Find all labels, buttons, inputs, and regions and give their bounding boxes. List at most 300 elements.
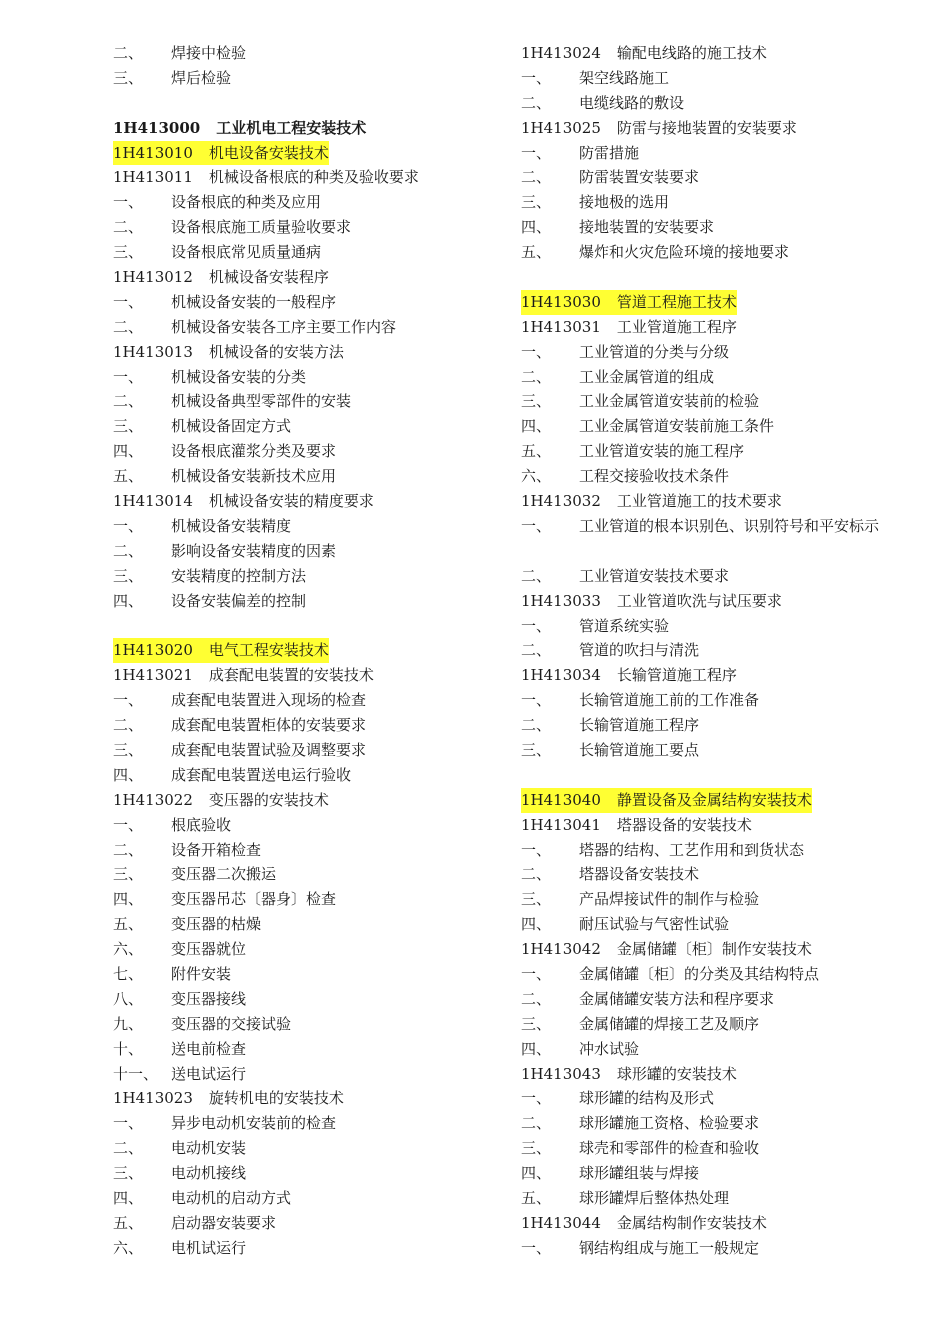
item-text: 接地极的选用 [579, 193, 670, 212]
section-heading [113, 141, 503, 166]
list-item [521, 91, 901, 116]
item-number: 二、 [113, 1139, 144, 1158]
blank-line [521, 265, 901, 290]
item-number: 一、 [521, 964, 552, 983]
item-number: 一、 [521, 1089, 552, 1108]
heading-text [521, 489, 782, 514]
item-number: 四、 [521, 417, 552, 436]
section-code: 1H413000 [113, 118, 201, 137]
item-text: 附件安装 [171, 964, 232, 983]
section-code: 1H413014 [113, 492, 193, 511]
item-text: 架空线路施工 [579, 68, 670, 87]
item-number: 四、 [113, 765, 144, 784]
list-item [113, 389, 503, 414]
item-text: 影响设备安装精度的因素 [171, 541, 337, 560]
list-item [113, 215, 503, 240]
item-text: 异步电动机安装前的检查 [171, 1114, 337, 1133]
item-text: 变压器的枯燥 [171, 915, 262, 934]
section-code: 1H413043 [521, 1064, 601, 1083]
section-title: 机械设备安装程序 [208, 268, 329, 287]
item-text: 工业管道的分类与分级 [579, 342, 730, 361]
list-item [521, 638, 901, 663]
list-item [113, 912, 503, 937]
item-text: 产品焊接试件的制作与检验 [579, 890, 760, 909]
item-text: 电缆线路的敷设 [579, 93, 685, 112]
item-number: 四、 [521, 915, 552, 934]
subsection-heading [521, 489, 901, 514]
list-item [113, 414, 503, 439]
list-item [113, 688, 503, 713]
item-text: 电动机接线 [171, 1164, 247, 1183]
section-title: 金属储罐〔柜〕制作安装技术 [616, 940, 812, 959]
item-number: 八、 [113, 989, 144, 1008]
section-code: 1H413013 [113, 342, 193, 361]
item-number: 二、 [113, 716, 144, 735]
item-text: 工业金属管道安装前施工条件 [579, 417, 775, 436]
heading-text [521, 41, 767, 66]
item-text: 变压器的交接试验 [171, 1014, 292, 1033]
item-text: 机械设备安装精度 [171, 516, 292, 535]
item-number: 一、 [113, 815, 144, 834]
item-number: 三、 [113, 865, 144, 884]
item-text: 管道系统实验 [579, 616, 670, 635]
item-number: 一、 [113, 516, 144, 535]
item-number: 一、 [113, 1114, 144, 1133]
item-text: 金属储罐的焊接工艺及顺序 [579, 1014, 760, 1033]
section-title: 机械设备安装的精度要求 [208, 492, 374, 511]
section-title: 防雷与接地装置的安装要求 [616, 118, 797, 137]
section-code: 1H413021 [113, 666, 193, 685]
section-title: 工业管道施工的技术要求 [616, 492, 782, 511]
list-item [521, 1161, 901, 1186]
item-text: 安装精度的控制方法 [171, 566, 307, 585]
item-text: 设备安装偏差的控制 [171, 591, 307, 610]
item-text: 设备开箱检查 [171, 840, 262, 859]
item-text: 设备根底灌浆分类及要求 [171, 442, 337, 461]
item-text: 电动机安装 [171, 1139, 247, 1158]
item-text: 焊后检验 [171, 68, 232, 87]
list-item [521, 862, 901, 887]
section-title: 成套配电装置的安装技术 [208, 666, 374, 685]
item-text: 机械设备安装各工序主要工作内容 [171, 317, 397, 336]
section-code: 1H413012 [113, 268, 193, 287]
heading-text [521, 788, 812, 813]
list-item [521, 365, 901, 390]
list-item [113, 887, 503, 912]
item-number: 一、 [521, 616, 552, 635]
item-number: 一、 [521, 342, 552, 361]
item-number: 四、 [113, 1188, 144, 1207]
item-text: 变压器吊芯〔器身〕检查 [171, 890, 337, 909]
list-item [521, 464, 901, 489]
list-item [521, 165, 901, 190]
list-item [521, 1236, 901, 1261]
section-title: 输配电线路的施工技术 [616, 44, 767, 62]
item-text: 成套配电装置进入现场的检查 [171, 691, 367, 710]
item-text: 钢结构组成与施工一般规定 [579, 1238, 760, 1257]
section-title: 变压器的安装技术 [208, 790, 329, 809]
section-title: 机电设备安装技术 [208, 143, 329, 162]
item-number: 一、 [521, 1238, 552, 1257]
section-title: 静置设备及金属结构安装技术 [616, 790, 812, 809]
item-text: 变压器就位 [171, 940, 247, 959]
item-text: 球形罐施工资格、检验要求 [579, 1114, 760, 1133]
item-number: 三、 [521, 193, 552, 212]
section-code: 1H413041 [521, 815, 601, 834]
item-number: 三、 [113, 243, 144, 262]
item-number: 四、 [113, 890, 144, 909]
item-number: 一、 [113, 292, 144, 311]
item-text: 冲水试验 [579, 1039, 640, 1058]
subsection-heading [521, 813, 901, 838]
list-item [521, 713, 901, 738]
list-item [113, 838, 503, 863]
section-title: 工业机电工程安装技术 [216, 118, 367, 137]
section-title: 电气工程安装技术 [208, 641, 329, 660]
item-text: 防雷装置安装要求 [579, 168, 700, 187]
subsection-heading [521, 315, 901, 340]
section-code: 1H413024 [521, 44, 601, 62]
item-number: 五、 [113, 1213, 144, 1232]
section-code: 1H413044 [521, 1213, 601, 1232]
section-code: 1H413020 [113, 641, 193, 660]
list-item [521, 564, 901, 589]
section-code: 1H413031 [521, 317, 601, 336]
subsection-heading [521, 116, 901, 141]
list-item [113, 1186, 503, 1211]
section-code: 1H413023 [113, 1089, 193, 1108]
item-number: 二、 [521, 168, 552, 187]
item-text: 电机试运行 [171, 1238, 247, 1257]
item-number: 五、 [113, 467, 144, 486]
list-item [521, 1037, 901, 1062]
item-text: 工业管道安装的施工程序 [579, 442, 745, 461]
item-text: 机械设备典型零部件的安装 [171, 392, 352, 411]
item-number: 二、 [113, 218, 144, 237]
list-item [521, 1186, 901, 1211]
subsection-heading [113, 340, 503, 365]
heading-text [521, 1062, 737, 1087]
item-number: 二、 [113, 317, 144, 336]
blank-line [113, 91, 503, 116]
section-title: 工业管道施工程序 [616, 317, 737, 336]
blank-line [521, 763, 901, 788]
section-code: 1H413034 [521, 666, 601, 685]
heading-text [113, 340, 344, 365]
list-item [113, 1161, 503, 1186]
list-item [521, 1136, 901, 1161]
list-item [113, 589, 503, 614]
item-number: 五、 [113, 915, 144, 934]
heading-text [521, 937, 812, 962]
list-item [113, 240, 503, 265]
item-text: 成套配电装置柜体的安装要求 [171, 716, 367, 735]
list-item [521, 141, 901, 166]
list-item [113, 763, 503, 788]
item-text: 金属储罐〔柜〕的分类及其结构特点 [579, 964, 820, 983]
list-item [113, 713, 503, 738]
item-text: 耐压试验与气密性试验 [579, 915, 730, 934]
list-item [521, 439, 901, 464]
section-code: 1H413033 [521, 591, 601, 610]
section-code: 1H413042 [521, 940, 601, 959]
item-text: 球壳和零部件的检查和验收 [579, 1139, 760, 1158]
section-title: 机械设备的安装方法 [208, 342, 344, 361]
heading-text [521, 663, 737, 688]
item-number: 六、 [113, 940, 144, 959]
item-number: 一、 [521, 68, 552, 87]
list-item [113, 1136, 503, 1161]
list-item [113, 41, 503, 66]
item-text: 送电试运行 [171, 1064, 247, 1083]
section-title: 金属结构制作安装技术 [616, 1213, 767, 1232]
item-text: 设备根底的种类及应用 [171, 193, 322, 212]
heading-text [113, 165, 419, 190]
item-text: 送电前检查 [171, 1039, 247, 1058]
heading-text [113, 1086, 344, 1111]
item-number: 三、 [113, 68, 144, 87]
item-number: 二、 [113, 840, 144, 859]
item-number: 四、 [113, 442, 144, 461]
list-item [113, 987, 503, 1012]
item-text: 管道的吹扫与清洗 [579, 641, 700, 660]
section-title: 管道工程施工技术 [616, 292, 737, 311]
item-text: 球形罐焊后整体热处理 [579, 1188, 730, 1207]
item-number: 三、 [521, 740, 552, 759]
list-item [521, 1012, 901, 1037]
item-number: 四、 [521, 1039, 552, 1058]
list-item [521, 414, 901, 439]
list-item [521, 738, 901, 763]
item-number: 二、 [521, 93, 552, 112]
list-item [521, 240, 901, 265]
item-number: 一、 [113, 367, 144, 386]
subsection-heading [113, 489, 503, 514]
heading-text [113, 116, 366, 141]
list-item [113, 514, 503, 539]
item-number: 七、 [113, 964, 144, 983]
item-number: 五、 [521, 442, 552, 461]
list-item [113, 962, 503, 987]
list-item [113, 1012, 503, 1037]
list-item [113, 937, 503, 962]
list-item [521, 987, 901, 1012]
heading-text [521, 315, 737, 340]
list-item [113, 862, 503, 887]
item-number: 一、 [113, 193, 144, 212]
item-text: 工业金属管道安装前的检验 [579, 392, 760, 411]
item-number: 六、 [521, 467, 552, 486]
heading-text [113, 788, 329, 813]
item-text: 设备根底常见质量通病 [171, 243, 322, 262]
toc-column-left [113, 41, 503, 1261]
section-heading [113, 638, 503, 663]
list-item [521, 1111, 901, 1136]
item-number: 四、 [521, 218, 552, 237]
item-text: 长输管道施工程序 [579, 716, 700, 735]
item-number: 四、 [521, 1164, 552, 1183]
list-item [113, 539, 503, 564]
item-text: 工业管道安装技术要求 [579, 566, 730, 585]
list-item [521, 912, 901, 937]
item-number: 二、 [113, 392, 144, 411]
subsection-heading [521, 41, 901, 66]
item-text: 机械设备安装的分类 [171, 367, 307, 386]
list-item [113, 464, 503, 489]
item-number: 十一、 [113, 1064, 159, 1083]
list-item [113, 1062, 503, 1087]
list-item [113, 1211, 503, 1236]
heading-text [113, 663, 374, 688]
item-text: 金属储罐安装方法和程序要求 [579, 989, 775, 1008]
list-item [113, 365, 503, 390]
item-number: 二、 [521, 989, 552, 1008]
item-number: 一、 [521, 840, 552, 859]
list-item [113, 813, 503, 838]
heading-text [521, 116, 797, 141]
section-code: 1H413025 [521, 118, 601, 137]
heading-text [113, 265, 329, 290]
section-heading [521, 290, 901, 315]
subsection-heading [521, 1062, 901, 1087]
item-text: 变压器二次搬运 [171, 865, 277, 884]
heading-text [521, 813, 752, 838]
item-number: 三、 [113, 417, 144, 436]
list-item [113, 1111, 503, 1136]
list-item [113, 738, 503, 763]
item-number: 二、 [521, 865, 552, 884]
section-title: 长输管道施工程序 [616, 666, 737, 685]
item-text: 机械设备安装的一般程序 [171, 292, 337, 311]
item-text: 塔器设备安装技术 [579, 865, 700, 884]
item-number: 二、 [113, 44, 144, 62]
item-text: 爆炸和火灾危险环境的接地要求 [579, 243, 790, 262]
subsection-heading [113, 1086, 503, 1111]
item-text: 设备根底施工质量验收要求 [171, 218, 352, 237]
section-code: 1H413040 [521, 790, 601, 809]
list-item [521, 887, 901, 912]
list-item [521, 215, 901, 240]
subsection-heading [521, 663, 901, 688]
section-code: 1H413030 [521, 292, 601, 311]
item-number: 三、 [521, 1014, 552, 1033]
list-item [521, 1086, 901, 1111]
list-item [521, 688, 901, 713]
item-number: 一、 [521, 143, 552, 162]
item-number: 三、 [113, 1164, 144, 1183]
heading-text [113, 489, 374, 514]
item-number: 一、 [113, 691, 144, 710]
item-number: 五、 [521, 243, 552, 262]
item-text: 启动器安装要求 [171, 1213, 277, 1232]
subsection-heading [113, 116, 503, 141]
item-text: 塔器的结构、工艺作用和到货状态 [579, 840, 805, 859]
item-number: 三、 [521, 392, 552, 411]
item-number: 一、 [521, 691, 552, 710]
item-number: 二、 [521, 1114, 552, 1133]
item-number: 三、 [113, 566, 144, 585]
list-item [113, 564, 503, 589]
heading-text [113, 638, 329, 663]
item-number: 九、 [113, 1014, 144, 1033]
section-title: 塔器设备的安装技术 [616, 815, 752, 834]
item-number: 六、 [113, 1238, 144, 1257]
heading-text [521, 290, 737, 315]
item-text: 球形罐的结构及形式 [579, 1089, 715, 1108]
section-title: 机械设备根底的种类及验收要求 [208, 168, 419, 187]
item-text: 球形罐组装与焊接 [579, 1164, 700, 1183]
subsection-heading [113, 788, 503, 813]
list-item [521, 962, 901, 987]
item-number: 二、 [521, 641, 552, 660]
item-text: 电动机的启动方式 [171, 1188, 292, 1207]
item-text: 机械设备固定方式 [171, 417, 292, 436]
item-text: 工业金属管道的组成 [579, 367, 715, 386]
item-text: 工业管道的根本识别色、识别符号和平安标示 [579, 516, 880, 535]
item-number: 二、 [521, 716, 552, 735]
item-number: 十、 [113, 1039, 144, 1058]
heading-text [113, 141, 329, 166]
list-item [113, 315, 503, 340]
item-text: 变压器接线 [171, 989, 247, 1008]
item-number: 五、 [521, 1188, 552, 1207]
toc-column-right [521, 41, 901, 1261]
list-item [521, 190, 901, 215]
section-code: 1H413011 [113, 168, 193, 187]
item-text: 接地装置的安装要求 [579, 218, 715, 237]
item-number: 二、 [521, 566, 552, 585]
item-text: 成套配电装置试验及调整要求 [171, 740, 367, 759]
item-number: 三、 [113, 740, 144, 759]
item-number: 二、 [113, 541, 144, 560]
section-code: 1H413010 [113, 143, 193, 162]
section-code: 1H413022 [113, 790, 193, 809]
subsection-heading [521, 937, 901, 962]
item-number: 三、 [521, 890, 552, 909]
subsection-heading [521, 589, 901, 614]
blank-line [113, 613, 503, 638]
item-text: 防雷措施 [579, 143, 640, 162]
item-text: 工程交接验收技术条件 [579, 467, 730, 486]
list-item [521, 340, 901, 365]
item-text: 长输管道施工要点 [579, 740, 700, 759]
heading-text [521, 1211, 767, 1236]
section-title: 工业管道吹洗与试压要求 [616, 591, 782, 610]
list-item [521, 614, 901, 639]
heading-text [521, 589, 782, 614]
item-text: 根底验收 [171, 815, 232, 834]
list-item [521, 389, 901, 414]
list-item [521, 514, 901, 564]
list-item [113, 439, 503, 464]
item-text: 机械设备安装新技术应用 [171, 467, 337, 486]
item-number: 一、 [521, 516, 552, 535]
section-code: 1H413032 [521, 492, 601, 511]
list-item [521, 66, 901, 91]
list-item [113, 66, 503, 91]
list-item [113, 190, 503, 215]
list-item [113, 1236, 503, 1261]
list-item [521, 838, 901, 863]
list-item [113, 290, 503, 315]
item-text: 焊接中检验 [171, 44, 247, 62]
section-title: 球形罐的安装技术 [616, 1064, 737, 1083]
item-number: 四、 [113, 591, 144, 610]
item-number: 三、 [521, 1139, 552, 1158]
subsection-heading [521, 1211, 901, 1236]
item-text: 成套配电装置送电运行验收 [171, 765, 352, 784]
subsection-heading [113, 165, 503, 190]
